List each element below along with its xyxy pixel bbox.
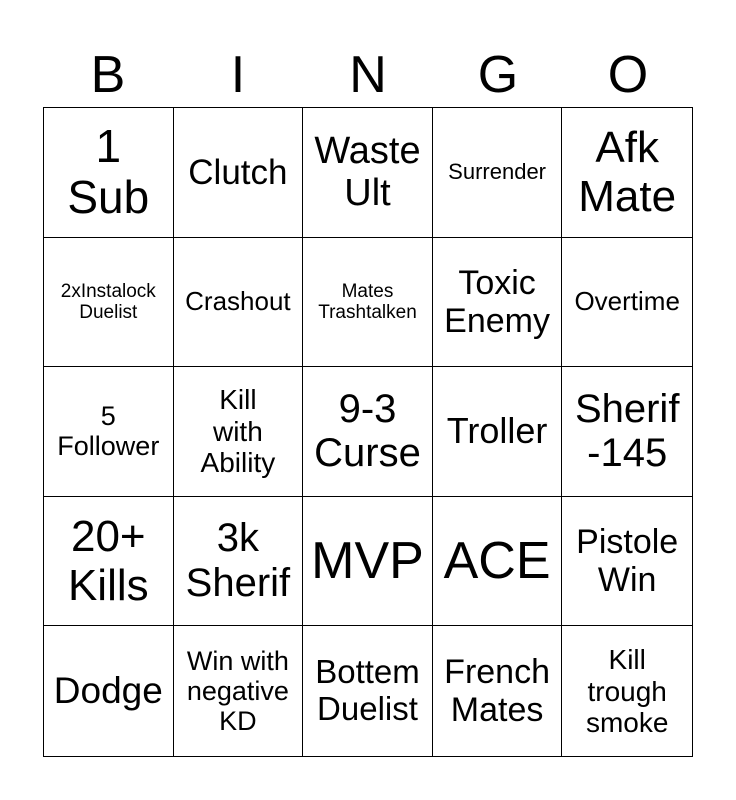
bingo-cell[interactable]: Bottem Duelist bbox=[303, 626, 433, 756]
bingo-cell[interactable]: Clutch bbox=[174, 108, 304, 238]
bingo-cell[interactable]: 2xInstalock Duelist bbox=[44, 238, 174, 368]
bingo-cell[interactable]: Afk Mate bbox=[562, 108, 692, 238]
bingo-cell[interactable]: Dodge bbox=[44, 626, 174, 756]
bingo-cell[interactable]: Kill trough smoke bbox=[585, 644, 669, 738]
bingo-header bbox=[43, 44, 693, 106]
header-letter-g: G bbox=[477, 46, 519, 104]
bingo-cell[interactable]: Sherif -145 bbox=[562, 367, 692, 497]
header-letter-n: N bbox=[349, 46, 387, 104]
bingo-cell[interactable]: Waste Ult bbox=[303, 108, 433, 238]
bingo-cell[interactable]: 9-3 Curse bbox=[303, 367, 433, 497]
bingo-cell[interactable]: Kill with Ability bbox=[174, 367, 304, 497]
bingo-cell[interactable]: 1 Sub bbox=[44, 108, 174, 238]
header-letter-b: B bbox=[90, 46, 126, 104]
bingo-cell[interactable]: MVP bbox=[303, 497, 433, 627]
bingo-cell[interactable]: Toxic Enemy bbox=[433, 238, 563, 368]
bingo-cell[interactable]: ACE bbox=[433, 497, 563, 627]
header-letter-i: I bbox=[230, 46, 246, 104]
bingo-cell[interactable]: Win with negative KD bbox=[174, 626, 304, 756]
bingo-cell[interactable]: 5 Follower bbox=[44, 367, 174, 497]
bingo-cell[interactable]: Crashout bbox=[174, 238, 304, 368]
bingo-board bbox=[43, 107, 693, 757]
bingo-cell[interactable]: Troller bbox=[433, 367, 563, 497]
bingo-cell[interactable]: Overtime bbox=[562, 238, 692, 368]
header-letter-o: O bbox=[607, 46, 649, 104]
bingo-cell[interactable]: 20+ Kills bbox=[44, 497, 174, 627]
bingo-cell[interactable]: Mates Trashtalken bbox=[303, 238, 433, 368]
bingo-cell[interactable]: Surrender bbox=[433, 108, 563, 238]
bingo-cell[interactable]: 3k Sherif bbox=[174, 497, 304, 627]
bingo-cell[interactable]: Pistole Win bbox=[562, 497, 692, 627]
bingo-cell[interactable]: French Mates bbox=[433, 626, 563, 756]
